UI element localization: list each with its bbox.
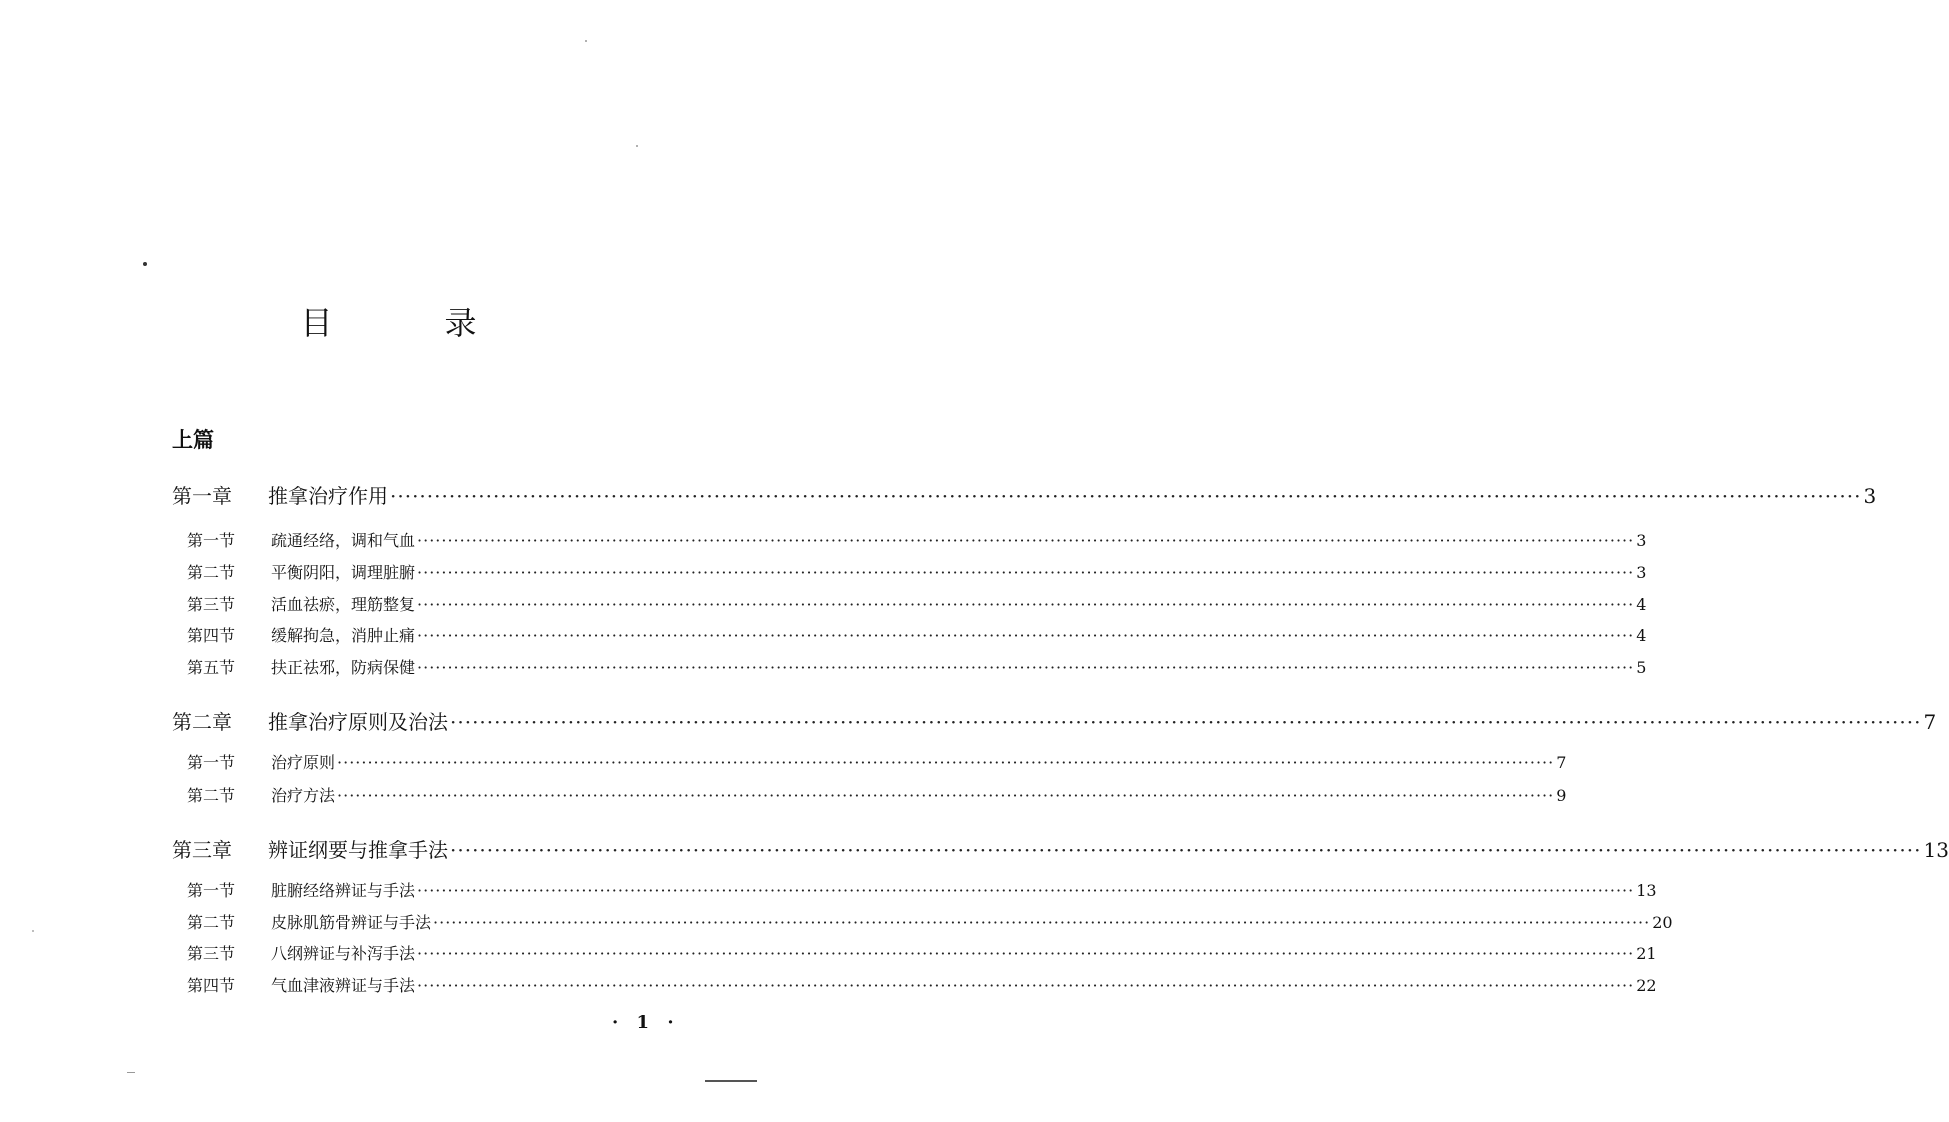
section-page-number: 3 xyxy=(1636,531,1647,550)
chapter-title: 推拿治疗原则及治法 xyxy=(268,710,448,734)
section-title: 扶正祛邪，防病保健 xyxy=(271,658,416,677)
section-title: 治疗原则 xyxy=(271,753,336,772)
section-label: 第三节 xyxy=(187,944,236,963)
toc-section xyxy=(187,910,1673,933)
section-title: 八纲辨证与补泻手法 xyxy=(271,944,416,963)
leader-dots: ········································································································································································································ xyxy=(417,626,1635,645)
leader-dots: ········································································································································································································ xyxy=(433,913,1651,932)
section-page-number: 21 xyxy=(1636,944,1657,963)
leader-dots: ········································································································································································································ xyxy=(417,944,1635,963)
toc-section xyxy=(187,941,1657,964)
toc-section xyxy=(187,623,1647,646)
section-page-number: 13 xyxy=(1636,881,1657,900)
toc-section xyxy=(187,750,1567,773)
section-label: 第二节 xyxy=(187,913,236,932)
leader-dots: ········································································································································································································ xyxy=(337,753,1555,772)
chapter-title: 推拿治疗作用 xyxy=(268,484,388,508)
leader-dots: ········································································································································································································ xyxy=(390,484,1862,508)
leader-dots: ········································································································································································································ xyxy=(450,838,1922,862)
leader-dots: ········································································································································································································ xyxy=(417,531,1635,550)
section-title: 平衡阴阳，调理脏腑 xyxy=(271,563,416,582)
section-label: 第一节 xyxy=(187,531,236,550)
section-label: 第一节 xyxy=(187,753,236,772)
section-label: 第四节 xyxy=(187,976,236,995)
leader-dots: ········································································································································································································ xyxy=(417,881,1635,900)
section-page-number: 3 xyxy=(1636,563,1647,582)
section-label: 第五节 xyxy=(187,658,236,677)
section-label: 第四节 xyxy=(187,626,236,645)
section-page-number: 4 xyxy=(1636,626,1647,645)
leader-dots: ········································································································································································································ xyxy=(417,563,1635,582)
section-title: 疏通经络，调和气血 xyxy=(271,531,416,550)
scan-speck xyxy=(32,930,34,932)
leader-dots: ········································································································································································································ xyxy=(417,976,1635,995)
leader-dots: ········································································································································································································ xyxy=(417,658,1635,677)
toc-section xyxy=(187,878,1657,901)
section-page-number: 22 xyxy=(1636,976,1657,995)
toc-section xyxy=(187,560,1647,583)
section-title: 治疗方法 xyxy=(271,786,336,805)
toc-chapter xyxy=(172,480,1877,509)
page-title: 目 录 xyxy=(300,304,517,342)
section-title: 缓解拘急，消肿止痛 xyxy=(271,626,416,645)
section-title: 脏腑经络辨证与手法 xyxy=(271,881,416,900)
chapter-page-number: 3 xyxy=(1863,484,1877,508)
toc-section xyxy=(187,973,1657,996)
scan-speck xyxy=(585,40,587,42)
section-page-number: 9 xyxy=(1556,786,1567,805)
section-title: 皮脉肌筋骨辨证与手法 xyxy=(271,913,432,932)
part-title: 上篇 xyxy=(172,428,214,452)
section-title: 活血祛瘀，理筋整复 xyxy=(271,595,416,614)
section-page-number: 7 xyxy=(1556,753,1567,772)
scan-speck xyxy=(143,262,147,266)
section-page-number: 5 xyxy=(1636,658,1647,677)
section-page-number: 4 xyxy=(1636,595,1647,614)
leader-dots: ········································································································································································································ xyxy=(417,595,1635,614)
toc-chapter xyxy=(172,834,1949,863)
chapter-page-number: 7 xyxy=(1923,710,1937,734)
toc-section xyxy=(187,592,1647,615)
leader-dots: ········································································································································································································ xyxy=(337,786,1555,805)
chapter-label: 第三章 xyxy=(172,838,232,862)
section-label: 第二节 xyxy=(187,786,236,805)
page-folio: · 1 · xyxy=(612,1012,680,1033)
scan-speck xyxy=(636,145,638,147)
section-label: 第三节 xyxy=(187,595,236,614)
toc-section xyxy=(187,783,1567,806)
toc-section xyxy=(187,528,1647,551)
toc-section xyxy=(187,655,1647,678)
section-label: 第一节 xyxy=(187,881,236,900)
chapter-label: 第一章 xyxy=(172,484,232,508)
leader-dots: ········································································································································································································ xyxy=(450,710,1922,734)
chapter-page-number: 13 xyxy=(1923,838,1949,862)
section-page-number: 20 xyxy=(1652,913,1673,932)
chapter-label: 第二章 xyxy=(172,710,232,734)
scan-mark xyxy=(127,1072,135,1073)
chapter-title: 辨证纲要与推拿手法 xyxy=(268,838,448,862)
section-label: 第二节 xyxy=(187,563,236,582)
scan-mark xyxy=(705,1080,757,1082)
toc-chapter xyxy=(172,706,1937,735)
section-title: 气血津液辨证与手法 xyxy=(271,976,416,995)
